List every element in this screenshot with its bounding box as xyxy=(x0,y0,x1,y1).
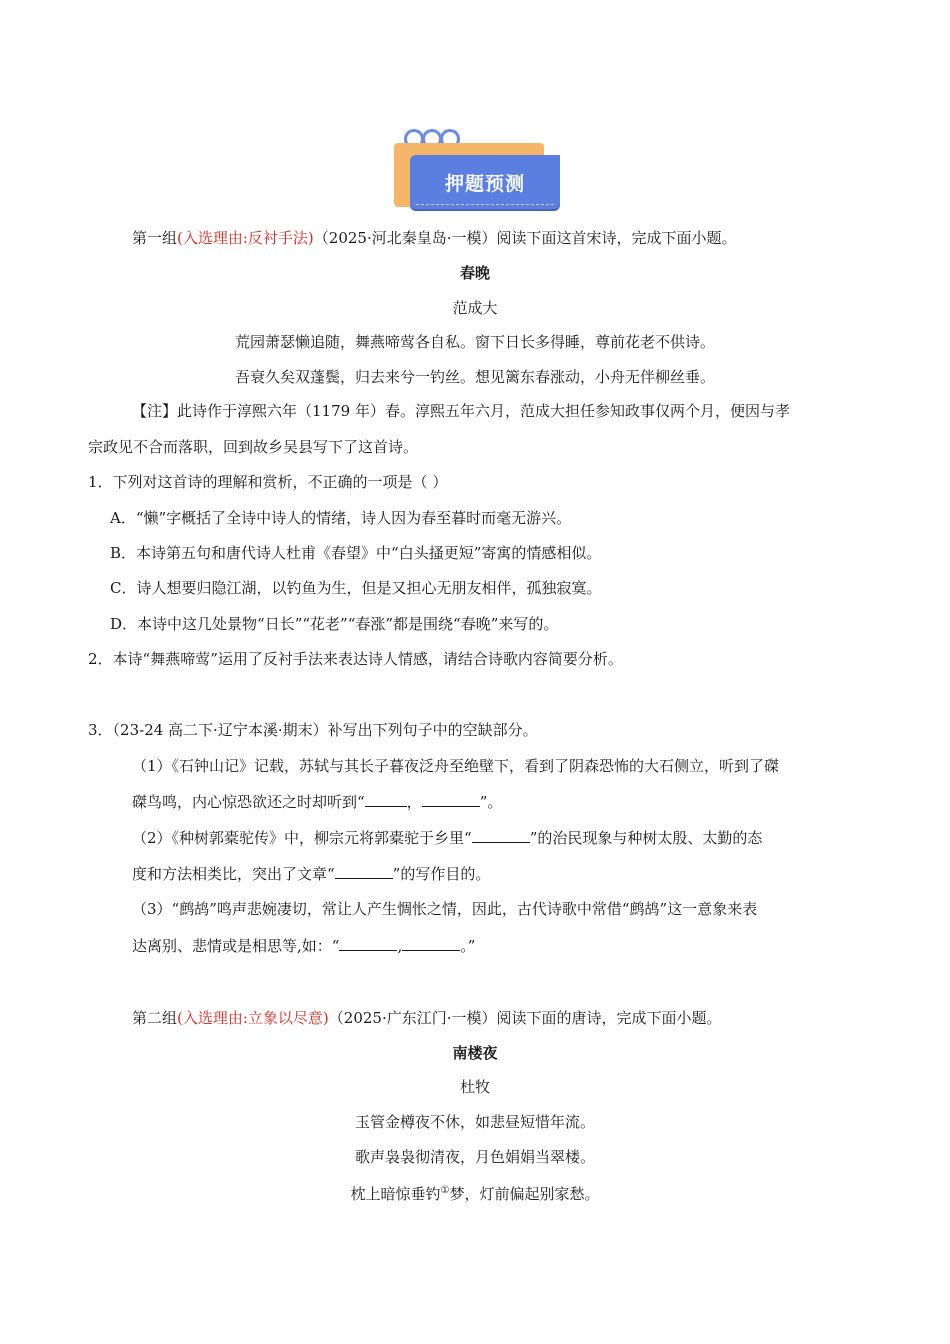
answer-blank[interactable] xyxy=(339,934,397,951)
question-3: 3．（23-24 高二下·辽宁本溪·期末）补写出下列句子中的空缺部分。 xyxy=(88,721,538,739)
q3-text: ， xyxy=(406,793,422,811)
q3-text: 达离别、悲情或是相思等,如：“ xyxy=(132,937,340,955)
poem1-line: 荒园萧瑟懒追随，舞燕啼莺各自私。窗下日长多得睡，尊前花老不供诗。 xyxy=(234,333,715,351)
option-b: B．本诗第五句和唐代诗人杜甫《春望》中“白头搔更短”寄寓的情感相似。 xyxy=(110,544,602,562)
group1-prefix: 第一组 xyxy=(132,229,178,247)
poem1-note-cont: 宗政见不合而落职，回到故乡吴县写下了这首诗。 xyxy=(88,438,419,456)
group1-reason: (入选理由:反衬手法) xyxy=(177,229,314,247)
poem1-line: 吾衰久矣双蓬鬓，归去来兮一钓丝。想见篱东春涨动，小舟无伴柳丝垂。 xyxy=(234,368,715,386)
question-2: 2．本诗“舞燕啼莺”运用了反衬手法来表达诗人情感，请结合诗歌内容简要分析。 xyxy=(88,650,623,668)
badge-front-card xyxy=(410,155,560,209)
footnote-marker: ① xyxy=(440,1185,450,1196)
poem2-line: 玉管金樽夜不休，如悲昼短惜年流。 xyxy=(354,1113,595,1131)
q3-text: ”的治民现象与种树太殷、太勤的态 xyxy=(529,829,763,847)
q3-text: 。” xyxy=(460,937,476,955)
answer-blank[interactable] xyxy=(365,790,407,807)
group2-intro: （2025·广东江门·一模）阅读下面的唐诗，完成下面小题。 xyxy=(328,1009,722,1027)
group1-heading xyxy=(132,227,737,249)
answer-blank[interactable] xyxy=(472,826,530,843)
option-d: D．本诗中这几处景物“日长”“花老”“春涨”都是围绕“春晚”来写的。 xyxy=(110,615,559,633)
poem1-note: 【注】此诗作于淳熙六年（1179 年）春。淳熙五年六月，范成大担任参知政事仅两个月，便因与孝 xyxy=(132,402,790,420)
poem2-author: 杜牧 xyxy=(459,1078,490,1096)
answer-blank[interactable] xyxy=(335,862,393,879)
badge-label: 押题预测 xyxy=(444,173,525,195)
option-a: A．“懒”字概括了全诗中诗人的情绪，诗人因为春至暮时而毫无游兴。 xyxy=(110,509,572,527)
group2-heading xyxy=(132,1007,722,1029)
q3-text: （2）《种树郭橐驼传》中，柳宗元将郭橐驼于乡里“ xyxy=(132,829,472,847)
q3-part1-cont xyxy=(132,790,502,813)
q3-part2-cont xyxy=(132,862,490,885)
section-badge xyxy=(392,125,562,215)
q3-part1: （1）《石钟山记》记载，苏轼与其长子暮夜泛舟至绝壁下，看到了阴森恐怖的大石侧立，听到了磔 xyxy=(132,757,780,775)
poem2-title: 南楼夜 xyxy=(452,1044,498,1062)
poem2-text: 梦，灯前偏起别家愁。 xyxy=(449,1185,600,1203)
q3-text: ”。 xyxy=(479,793,503,811)
q3-text: ”的写作目的。 xyxy=(392,865,491,883)
answer-blank[interactable] xyxy=(422,790,480,807)
q3-part2 xyxy=(132,826,762,849)
q3-text: 磔鸟鸣，内心惊恐欲还之时却听到“ xyxy=(132,793,365,811)
poem2-text: 枕上暗惊垂钓 xyxy=(350,1185,441,1203)
q3-part3-cont xyxy=(132,934,475,957)
answer-blank[interactable] xyxy=(402,934,460,951)
group2-prefix: 第二组 xyxy=(132,1009,178,1027)
poem2-line: 歌声袅袅彻清夜，月色娟娟当翠楼。 xyxy=(354,1148,595,1166)
q3-part3: （3）“鹧鸪”鸣声悲婉凄切，常让人产生惆怅之情，因此，古代诗歌中常借“鹧鸪”这一意象来表 xyxy=(132,900,758,918)
q3-text: 度和方法相类比，突出了文章“ xyxy=(132,865,335,883)
poem1-title: 春晚 xyxy=(459,264,490,282)
poem1-author: 范成大 xyxy=(452,299,498,317)
option-c: C．诗人想要归隐江湖，以钓鱼为生，但是又担心无朋友相伴，孤独寂寞。 xyxy=(110,579,602,597)
group1-intro: （2025·河北秦皇岛·一模）阅读下面这首宋诗，完成下面小题。 xyxy=(313,229,737,247)
poem2-line xyxy=(0,1180,950,1205)
q3-text: , xyxy=(397,937,403,955)
group2-reason: (入选理由:立象以尽意) xyxy=(177,1009,329,1027)
question-1: 1．下列对这首诗的理解和赏析，不正确的一项是（ ） xyxy=(88,473,448,491)
